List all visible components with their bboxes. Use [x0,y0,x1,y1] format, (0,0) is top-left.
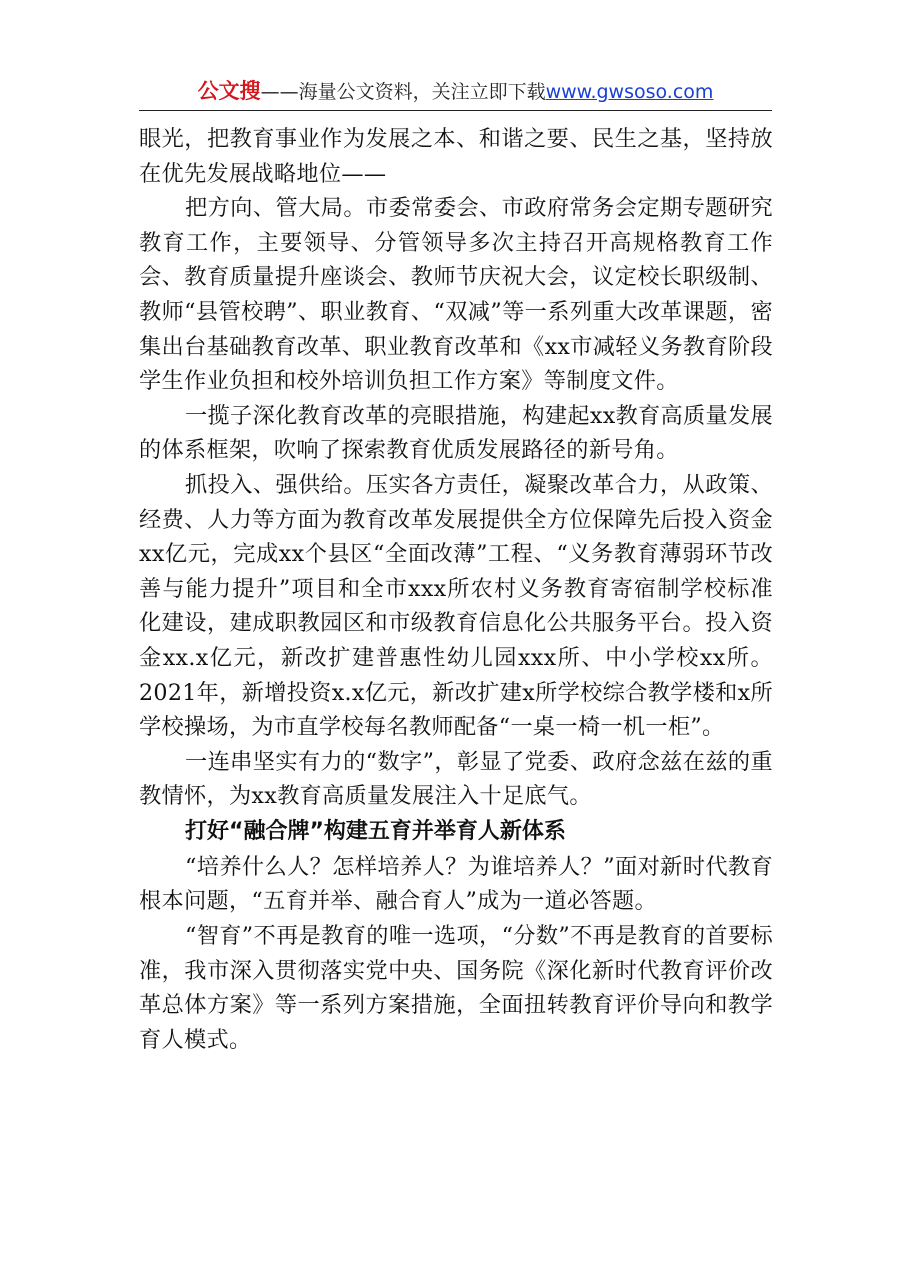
paragraph-evaluation: “智育”不再是教育的唯一选项，“分数”不再是教育的首要标准，我市深入贯彻落实党中央、国务院《深化新时代教育评价改革总体方案》等一系列方案措施，全面扭转教育评价导向和教学育人模式。 [139,923,773,1053]
section-heading: 打好“融合牌”构建五育并举育人新体系 [185,818,566,844]
paragraph-questions: “培养什么人？怎样培养人？为谁培养人？”面对新时代教育根本问题，“五育并举、融合育人”成为一道必答题。 [139,853,773,915]
paragraph-direction: 把方向、管大局。市委常委会、市政府常务会定期专题研究教育工作，主要领导、分管领导多次主持召开高规格教育工作会、教育质量提升座谈会、教师节庆祝大会，议定校长职级制、教师“县管校聘”、职业教育、“双减”等一系列重大改革课题，密集出台基础教育改革、职业教育改革和《xx市减轻义务教育阶段学生作业负担和校外培训负担工作方案》等制度文件。 [139,195,773,395]
page-header [139,76,772,111]
document-body [139,122,773,1057]
paragraph-numbers: 一连串坚实有力的“数字”，彰显了党委、政府念兹在兹的重教情怀，为xx教育高质量发展注入十足底气。 [139,748,773,810]
header-tagline: ——海量公文资料，关注立即下载 [260,81,546,103]
brand-logo-text: 公文搜 [197,79,261,103]
paragraph-continuation: 眼光，把教育事业作为发展之本、和谐之要、民生之基，坚持放在优先发展战略地位—— [139,126,773,187]
paragraph-reform-measures: 一揽子深化教育改革的亮眼措施，构建起xx教育高质量发展的体系框架，吹响了探索教育优质发展路径的新号角。 [139,402,773,464]
website-link[interactable]: www.gwsoso.com [545,81,714,103]
paragraph-investment: 抓投入、强供给。压实各方责任，凝聚改革合力，从政策、经费、人力等方面为教育改革发展提供全方位保障先后投入资金xx亿元，完成xx个县区“全面改薄”工程、“义务教育薄弱环节改善与能力提升”项目和全市xxx所农村义务教育寄宿制学校标准化建设，建成职教园区和市级教育信息化公共服务平台。投入资金xx.x亿元，新改扩建普惠性幼儿园xxx所、中小学校xx所。2021年，新增投资x.x亿元，新改扩建x所学校综合教学楼和x所学校操场，为市直学校每名教师配备“一桌一椅一机一柜”。 [139,471,773,741]
